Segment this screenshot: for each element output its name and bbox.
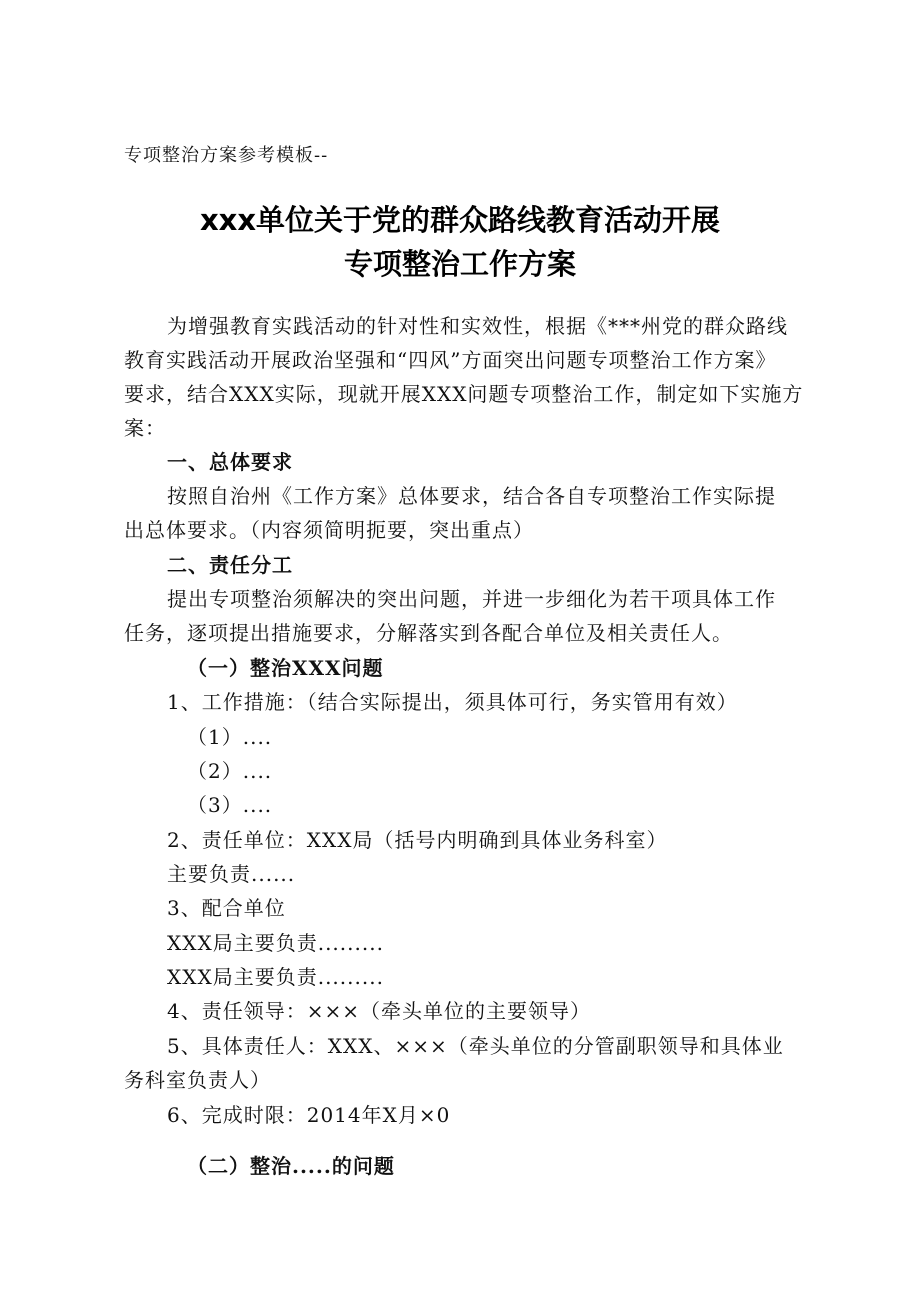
section1-line-1: 按照自治州《工作方案》总体要求，结合各自专项整治工作实际提 [167,484,776,508]
sub1-coop: 3、配合单位 [167,896,286,920]
template-label: 专项整治方案参考模板-- [124,145,329,166]
section1-heading: 一、总体要求 [167,450,293,474]
sub1-measures: 1、工作措施：（结合实际提出，须具体可行，务实管用有效） [167,690,738,714]
sub1-unit-duty: 主要负责...... [167,862,296,886]
sub1-heading: （一）整治XXX问题 [187,656,384,680]
sub1-coop-1: XXX局主要负责......... [167,931,384,955]
sub1-person-line-2: 务科室负责人） [124,1068,271,1092]
section2-line-1: 提出专项整治须解决的突出问题，并进一步细化为若干项具体工作 [167,587,776,611]
sub1-measure-2: （2）.... [187,759,273,783]
sub1-unit: 2、责任单位：XXX局（括号内明确到具体业务科室） [167,828,668,852]
doc-title-line2: 专项整治工作方案 [343,247,576,281]
sub1-measure-1: （1）.... [187,725,273,749]
intro-line-2: 教育实践活动开展政治坚强和“四风”方面突出问题专项整治工作方案》 [124,348,777,372]
intro-line-4: 案： [124,416,166,440]
sub1-person-line-1: 5、具体责任人：XXX、×××（牵头单位的分管副职领导和具体业 [167,1034,784,1058]
section2-heading: 二、责任分工 [167,553,293,577]
section1-line-2: 出总体要求。（内容须简明扼要，突出重点） [124,518,534,542]
doc-title-line1: xxx单位关于党的群众路线教育活动开展 [199,203,721,237]
sub2-heading: （二）整治.....的问题 [187,1154,395,1178]
sub1-coop-2: XXX局主要负责......... [167,965,384,989]
sub1-measure-3: （3）.... [187,793,273,817]
sub1-deadline: 6、完成时限：2014年X月×0 [167,1103,451,1127]
intro-line-3: 要求，结合XXX实际，现就开展XXX问题专项整治工作，制定如下实施方 [124,382,804,406]
sub1-leader: 4、责任领导：×××（牵头单位的主要领导） [167,999,591,1023]
intro-line-1: 为增强教育实践活动的针对性和实效性，根据《***州党的群众路线 [167,314,788,338]
section2-line-2: 任务，逐项提出措施要求，分解落实到各配合单位及相关责任人。 [124,621,733,645]
